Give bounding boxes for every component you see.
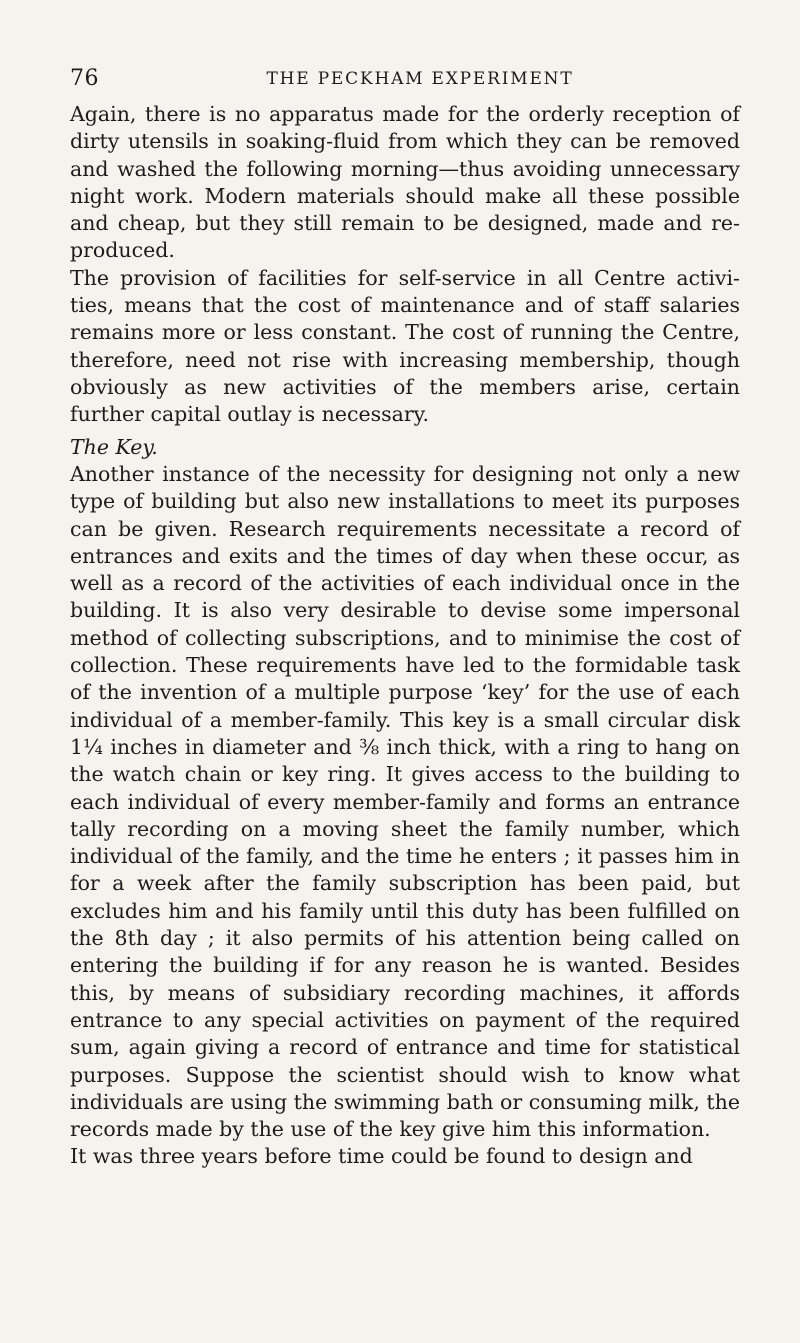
body-text-the-key [70,461,740,1171]
running-head [70,66,740,96]
section-heading-the-key: The Key. [70,435,158,459]
paragraph-utensils: Again, there is no apparatus made for the orderly reception of dirty utensils in soaking-fluid from which they can be removed and washed the following morning—thus avoiding unnecessary night work. Modern materials should make all these possible and cheap, but they still remain to be designed, made and re-produced. [70,102,740,263]
paragraph-three-years: It was three years before time could be found to design and [70,1144,693,1169]
page-number: 76 [70,66,99,91]
running-title: THE PECKHAM EXPERIMENT [266,69,574,89]
paragraph-key-description: Another instance of the necessity for designing not only a new type of building but also new installations to meet its purposes can be given. Research requirements necessitate a record of entrances and exits and the times of day when these occur, as well as a record of the activities of each individual once in the building. It is also very desirable to devise some impersonal method of collecting subscriptions, and to minimise the cost of collection. These requirements have led to the formidable task of the invention of a multiple purpose ‘key’ for the use of each individual of a member-family. This key is a small circular disk 1¼ inches in diameter and ⅜ inch thick, with a ring to hang on the watch chain or key ring. It gives access to the building to each individual of every member-family and forms an entrance tally recording on a moving sheet the family number, which individual of the family, and the time he enters ; it passes him in for a week after the family subscription has been paid, but excludes him and his family until this duty has been fulfilled on the 8th day ; it also permits of his attention being called on entering the building if for any reason he is wanted. Besides this, by means of subsidiary recording machines, it affords entrance to any special activities on payment of the required sum, again giving a record of entrance and time for statistical purposes. Suppose the scientist should wish to know what individuals are using the swimming bath or consuming milk, the records made by the use of the key give him this information. [70,462,740,1142]
body-text-intro [70,101,740,429]
paragraph-self-service: The provision of facilities for self-service in all Centre activi-ties, means that the cost of maintenance and of staff salaries remains more or less constant. The cost of running the Centre, therefore, need not rise with increasing membership, though obviously as new activities of the members arise, certain further capital outlay is necessary. [70,265,740,427]
